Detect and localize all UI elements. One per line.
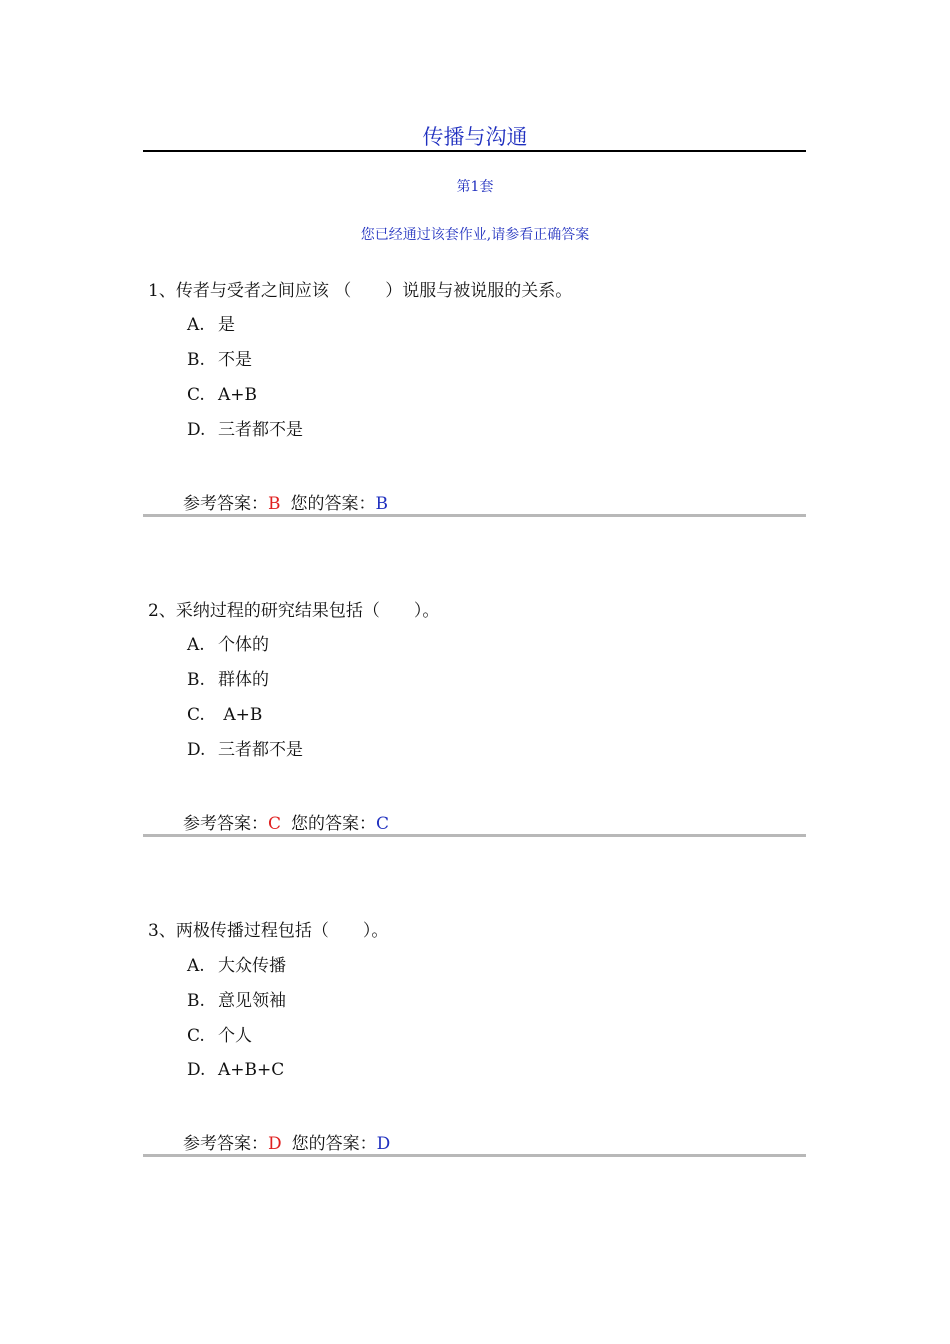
option-letter: C.: [187, 705, 205, 725]
your-answer-label: 您的答案：: [290, 494, 376, 514]
option-item: [187, 668, 269, 692]
option-letter: A.: [187, 315, 205, 335]
your-answer-value: B: [375, 494, 388, 514]
reference-answer-value: C: [268, 814, 282, 834]
option-item: [187, 1058, 284, 1082]
option-text: A+B: [218, 385, 258, 405]
option-text: 个体的: [218, 635, 269, 655]
option-text: 意见领袖: [218, 991, 286, 1011]
your-answer-value: C: [376, 814, 390, 834]
option-item: [187, 418, 303, 442]
reference-answer-label: 参考答案：: [183, 814, 268, 834]
option-letter: B.: [187, 670, 205, 690]
option-letter: D.: [187, 740, 206, 760]
option-letter: C.: [187, 1026, 205, 1046]
your-answer-label: 您的答案：: [291, 1134, 377, 1154]
completion-notice: 您已经通过该套作业,请参看正确答案: [360, 227, 590, 243]
question-text: 3、两极传播过程包括（ ）。: [148, 921, 389, 941]
question-divider: [143, 514, 806, 517]
reference-answer-value: B: [268, 494, 281, 514]
option-letter: D.: [187, 1060, 206, 1080]
option-item: [187, 313, 235, 337]
your-answer-label: 您的答案：: [291, 814, 377, 834]
option-text: 群体的: [218, 670, 269, 690]
option-letter: C.: [187, 385, 205, 405]
option-letter: D.: [187, 420, 206, 440]
reference-answer-value: D: [268, 1134, 282, 1154]
option-letter: A.: [187, 635, 205, 655]
option-item: [187, 1024, 252, 1048]
option-item: [187, 703, 262, 727]
reference-answer-label: 参考答案：: [183, 1134, 268, 1154]
question-text: 1、传者与受者之间应该 （ ）说服与被说服的关系。: [148, 281, 573, 301]
option-text: 大众传播: [218, 956, 286, 976]
option-item: [187, 738, 303, 762]
option-item: [187, 383, 257, 407]
set-label: 第1套: [456, 179, 494, 195]
option-text: 三者都不是: [218, 420, 303, 440]
your-answer-value: D: [376, 1134, 391, 1154]
reference-answer-label: 参考答案：: [183, 494, 268, 514]
title-divider: [143, 150, 806, 152]
answer-line: [183, 812, 389, 836]
option-letter: A.: [187, 956, 205, 976]
option-item: [187, 633, 269, 657]
option-item: [187, 989, 286, 1013]
option-text: 是: [218, 315, 235, 335]
option-text: 三者都不是: [218, 740, 303, 760]
option-item: [187, 348, 252, 372]
option-text: 个人: [218, 1026, 252, 1046]
option-text: A+B: [218, 705, 263, 725]
answer-line: [183, 1132, 390, 1156]
question-text: 2、采纳过程的研究结果包括（ ）。: [148, 601, 440, 621]
document-title: 传播与沟通: [422, 125, 528, 149]
option-text: 不是: [218, 350, 252, 370]
question-divider: [143, 834, 806, 837]
option-text: A+B+C: [218, 1060, 285, 1080]
option-letter: B.: [187, 991, 205, 1011]
answer-line: [183, 492, 388, 516]
option-item: [187, 954, 286, 978]
question-divider: [143, 1154, 806, 1157]
option-letter: B.: [187, 350, 205, 370]
